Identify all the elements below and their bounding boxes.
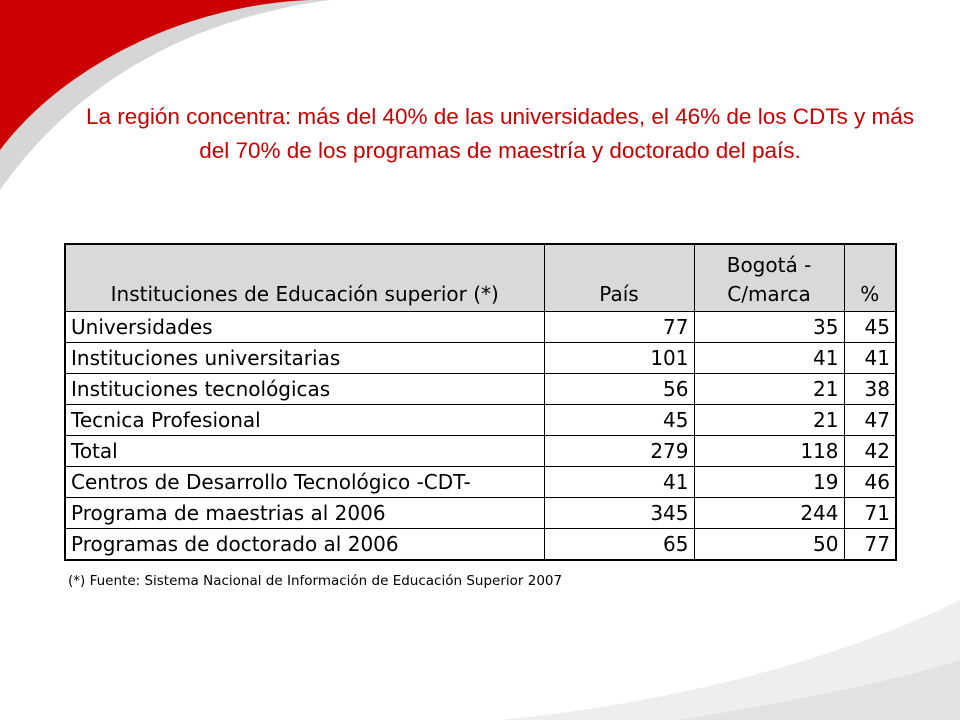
row-label: Instituciones tecnológicas bbox=[65, 373, 544, 404]
table-row bbox=[65, 528, 896, 560]
cell-percent: 77 bbox=[844, 528, 896, 560]
cell-region: 35 bbox=[694, 311, 844, 342]
row-label: Total bbox=[65, 435, 544, 466]
cell-country: 345 bbox=[544, 497, 694, 528]
header-institutions: Instituciones de Educación superior (*) bbox=[65, 244, 544, 311]
header-country: País bbox=[544, 244, 694, 311]
cell-country: 101 bbox=[544, 342, 694, 373]
cell-region: 41 bbox=[694, 342, 844, 373]
cell-percent: 47 bbox=[844, 404, 896, 435]
cell-percent: 41 bbox=[844, 342, 896, 373]
row-label: Programa de maestrias al 2006 bbox=[65, 497, 544, 528]
cell-percent: 46 bbox=[844, 466, 896, 497]
table-row bbox=[65, 311, 896, 342]
header-region-line2: C/marca bbox=[727, 281, 811, 306]
cell-country: 45 bbox=[544, 404, 694, 435]
page-title: La región concentra: más del 40% de las universidades, el 46% de los CDTs y más del 70% de los programas de maestría y doctorado del país. bbox=[86, 104, 914, 163]
row-label: Centros de Desarrollo Tecnológico -CDT- bbox=[65, 466, 544, 497]
cell-region: 118 bbox=[694, 435, 844, 466]
cell-region: 244 bbox=[694, 497, 844, 528]
table-header-row bbox=[65, 244, 896, 311]
header-region bbox=[694, 244, 844, 311]
education-institutions-table bbox=[64, 243, 897, 561]
table-row bbox=[65, 404, 896, 435]
cell-region: 19 bbox=[694, 466, 844, 497]
cell-percent: 71 bbox=[844, 497, 896, 528]
cell-country: 41 bbox=[544, 466, 694, 497]
cell-country: 65 bbox=[544, 528, 694, 560]
table-row bbox=[65, 497, 896, 528]
header-percent: % bbox=[844, 244, 896, 311]
cell-percent: 42 bbox=[844, 435, 896, 466]
row-label: Universidades bbox=[65, 311, 544, 342]
cell-region: 21 bbox=[694, 373, 844, 404]
table-row bbox=[65, 342, 896, 373]
table-row bbox=[65, 435, 896, 466]
table-row bbox=[65, 466, 896, 497]
header-region-line1: Bogotá - bbox=[726, 252, 812, 277]
row-label: Instituciones universitarias bbox=[65, 342, 544, 373]
cell-percent: 45 bbox=[844, 311, 896, 342]
cell-percent: 38 bbox=[844, 373, 896, 404]
cell-country: 77 bbox=[544, 311, 694, 342]
cell-country: 279 bbox=[544, 435, 694, 466]
source-footnote: (*) Fuente: Sistema Nacional de Información de Educación Superior 2007 bbox=[68, 573, 563, 589]
cell-region: 50 bbox=[694, 528, 844, 560]
table-row bbox=[65, 373, 896, 404]
cell-country: 56 bbox=[544, 373, 694, 404]
row-label: Programas de doctorado al 2006 bbox=[65, 528, 544, 560]
row-label: Tecnica Profesional bbox=[65, 404, 544, 435]
cell-region: 21 bbox=[694, 404, 844, 435]
